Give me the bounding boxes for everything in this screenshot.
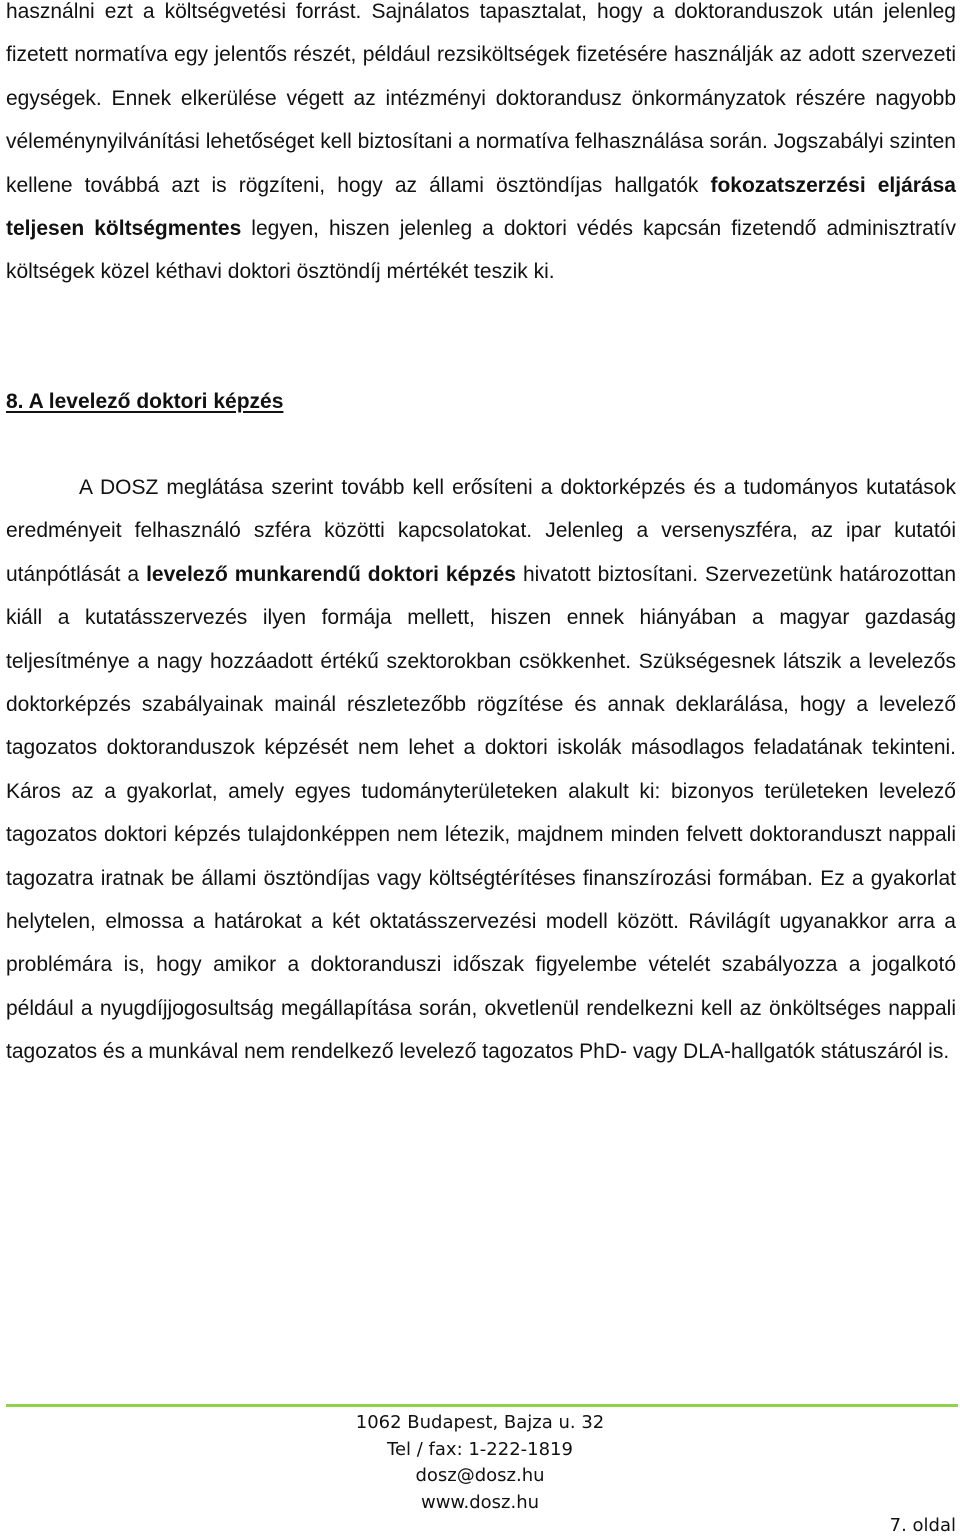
footer-contact-block — [0, 1410, 960, 1516]
emphasis-text: levelező munkarendű doktori képzés — [146, 562, 516, 586]
paragraph-text: A DOSZ meglátása szerint tovább kell erősíteni a doktorképzés és a tudományos kutatások eredményeit felhasználó szféra közötti kapcsolatokat. Jelenleg a versenyszféra, az ipar kutatói utánpótlását a — [6, 476, 956, 586]
paragraph-text: legyen, hiszen jelenleg a doktori védés kapcsán fizetendő adminisztratív költségek közel kéthavi doktori ösztöndíj mértékét teszik ki. — [6, 217, 956, 284]
paragraph-correspondence-training — [6, 466, 956, 1074]
footer-phone: Tel / fax: 1-222-1819 — [387, 1438, 573, 1460]
page-number: 7. oldal — [889, 1515, 956, 1536]
paragraph-text: hivatott biztosítani. Szervezetünk határozottan kiáll a kutatásszervezés ilyen formája mellett, hiszen ennek hiányában a magyar gazdaság teljesítménye a nagy hozzáadott értékű szektorokban csökkenhet. Szükségesnek látszik a levelezős doktorképzés szabályainak mainál részletezőbb rögzítése és annak deklarálása, hogy a levelező tagozatos doktoranduszok képzését nem lehet a doktori iskolák másodlagos feladatának tekinteni. Káros az a gyakorlat, amely egyes tudományterületeken alakult ki: bizonyos területeken levelező tagozatos doktori képzés tulajdonképpen nem létezik, majdnem minden felvett doktoranduszt nappali tagozatra iratnak be állami ösztöndíjas vagy költségtérítéses finanszírozási formában. Ez a gyakorlat helytelen, elmossa a határokat a két oktatásszervezési modell között. Rávilágít ugyanakkor arra a problémára is, hogy amikor a doktoranduszi időszak figyelembe vételét szabályozza a jogalkotó például a nyugdíjjogosultság megállapítása során, okvetlenül rendelkezni kell az önköltséges nappali tagozatos és a munkával nem rendelkező levelező tagozatos PhD- vagy DLA-hallgatók státuszáról is. — [6, 562, 956, 1064]
footer-email-link[interactable]: dosz@dosz.hu — [415, 1465, 545, 1486]
footer-address: 1062 Budapest, Bajza u. 32 — [355, 1412, 605, 1433]
footer-divider — [6, 1404, 958, 1407]
footer-website-link[interactable]: www.dosz.hu — [420, 1491, 540, 1513]
emphasis-text: fokozatszerzési eljárása teljesen költségmentes — [6, 173, 956, 241]
paragraph-normative-funding — [6, 0, 956, 294]
paragraph-text: használni ezt a költségvetési forrást. Sajnálatos tapasztalat, hogy a doktoranduszok után jelenleg fizetett normatíva egy jelentős részét, például rezsiköltségek fizetésére használják az adott szervezeti egységek. Ennek elkerülése végett az intézményi doktorandusz önkormányzatok részére nagyobb véleménynyilvánítási lehetőséget kell biztosítani a normatíva felhasználása során. Jogszabályi szinten kellene továbbá azt is rögzíteni, hogy az állami ösztöndíjas hallgatók — [6, 0, 956, 197]
section-heading: 8. A levelező doktori képzés — [6, 390, 284, 413]
